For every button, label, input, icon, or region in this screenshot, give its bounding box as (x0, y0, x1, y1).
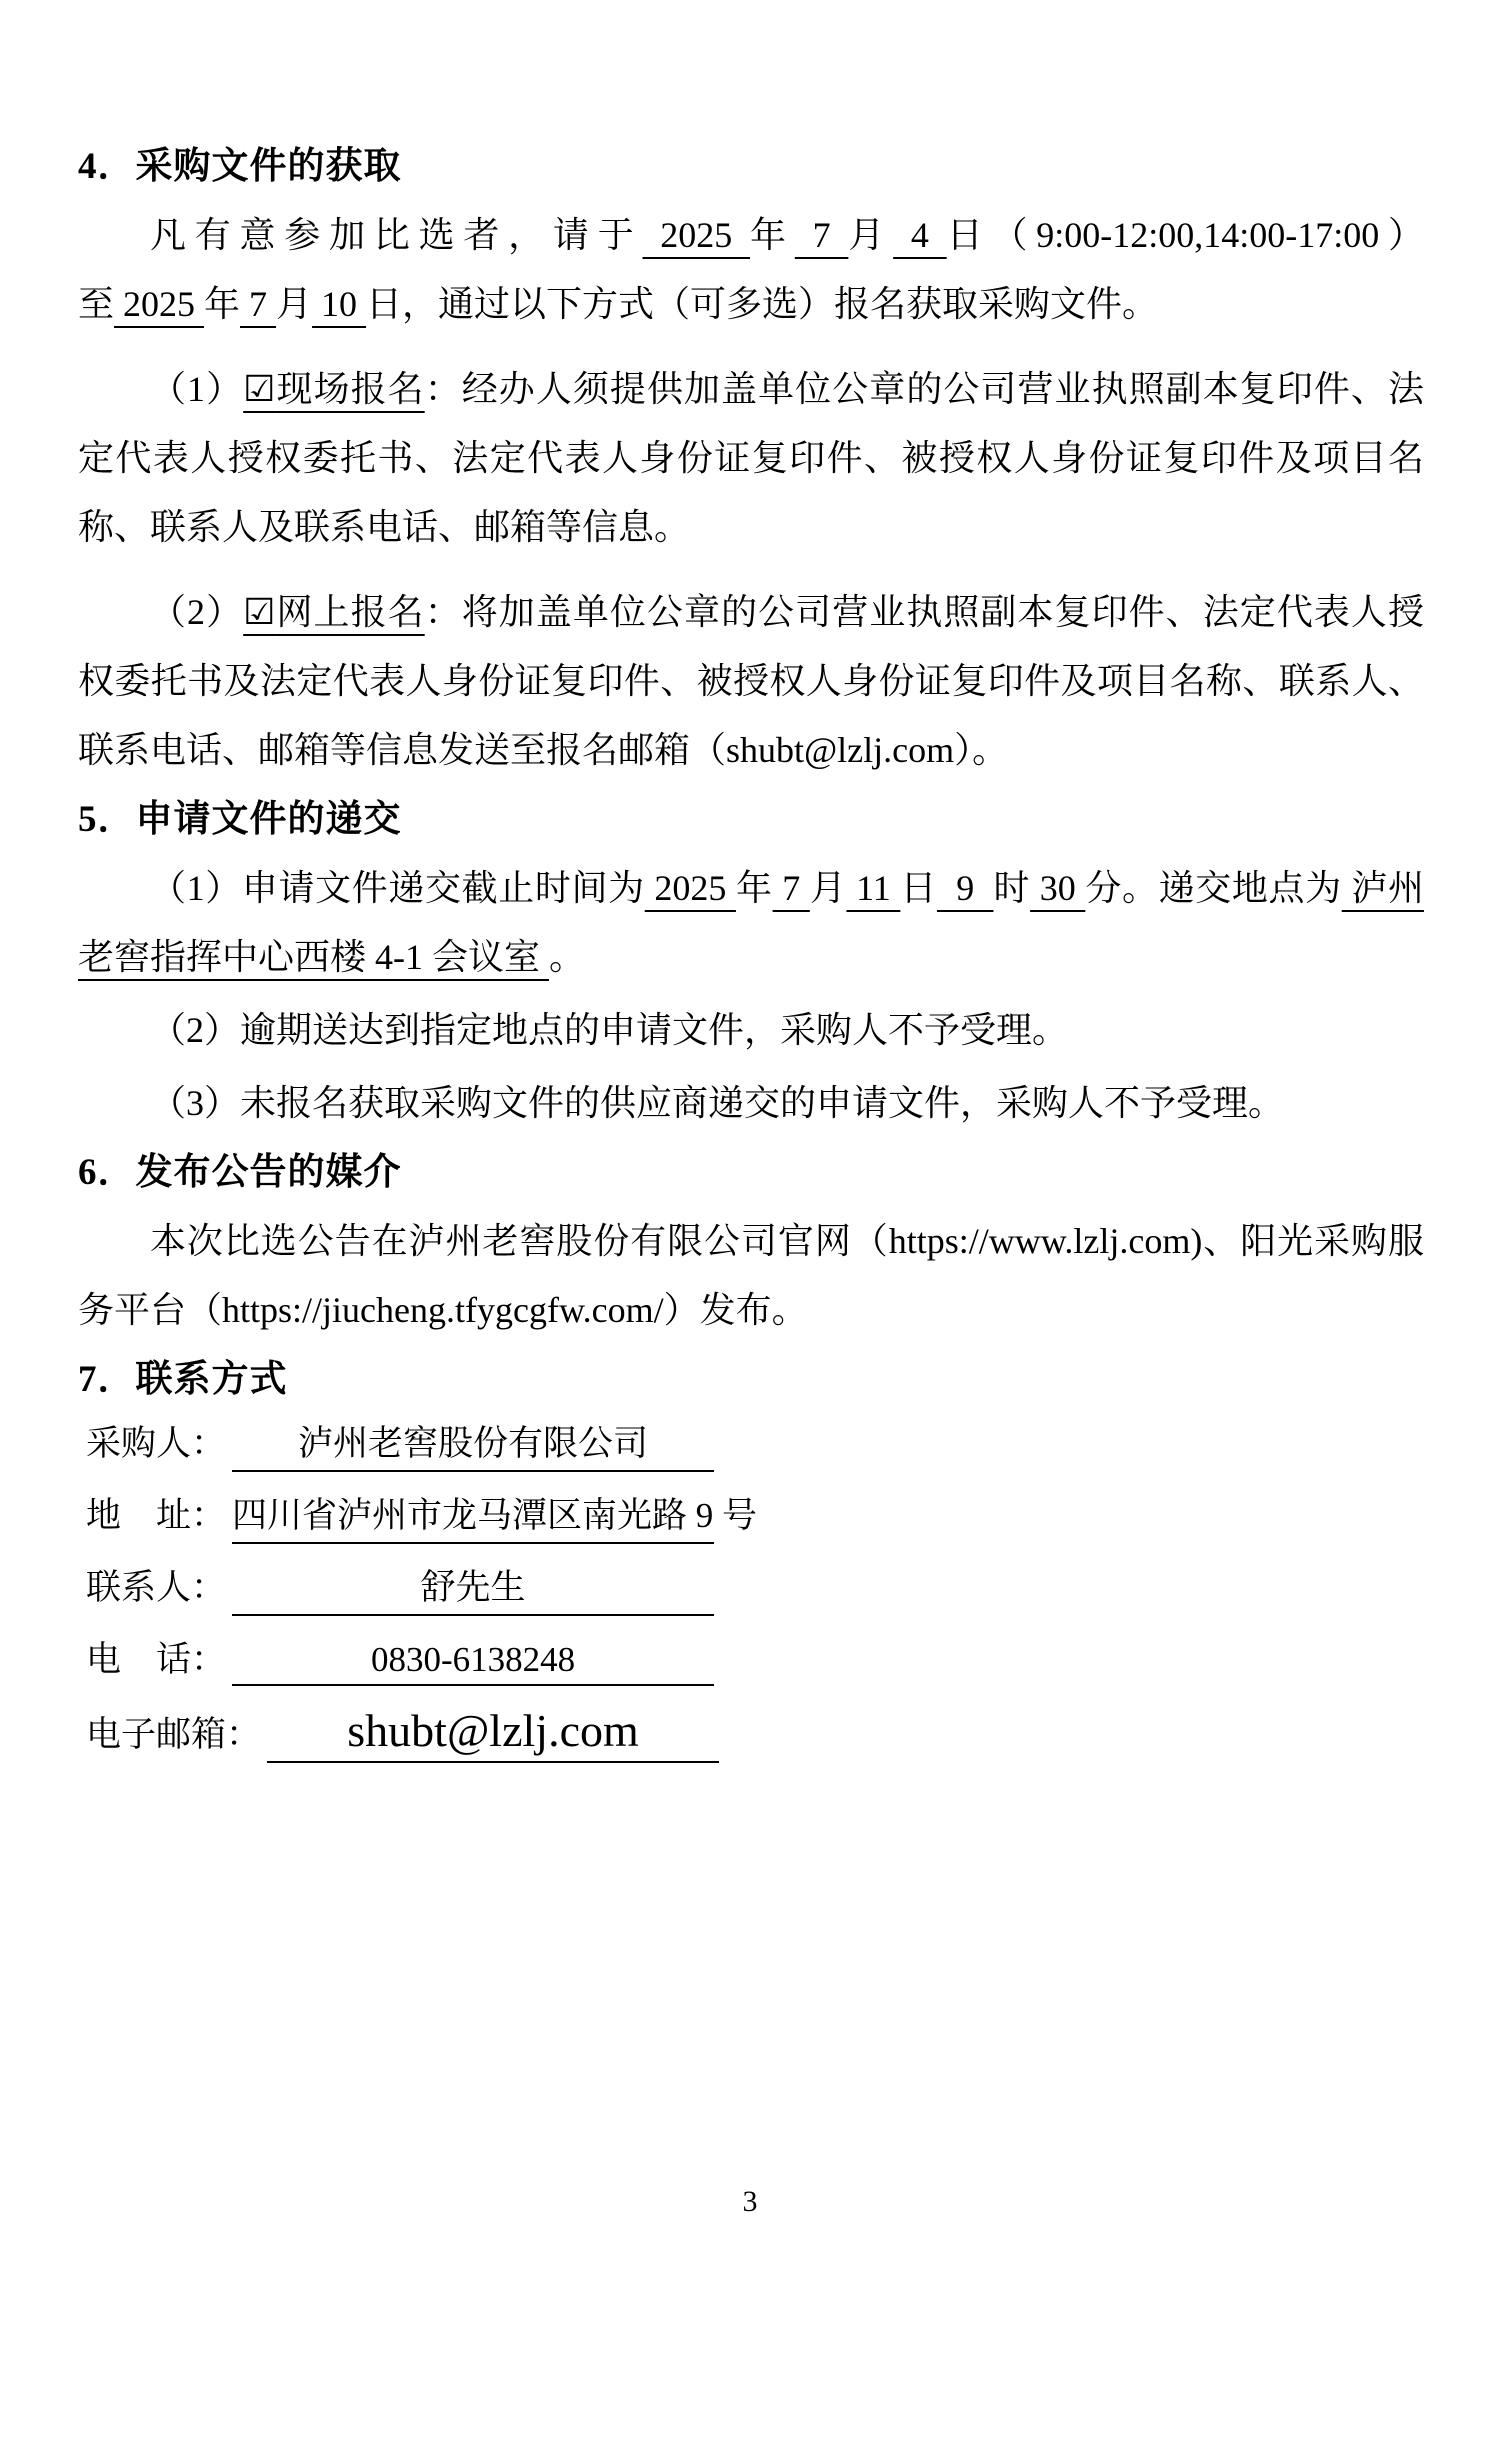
purchaser-label: 采购人： (86, 1424, 227, 1463)
purchaser-value: 泸州老窖股份有限公司 (232, 1416, 714, 1472)
text-run: （1）申请文件递交截止时间为 (150, 868, 645, 908)
text-run: 时 (993, 868, 1031, 908)
blank-deadline-year: 2025 (644, 868, 736, 908)
onsite-registration-option (243, 369, 425, 409)
blank-start-month: 7 (794, 215, 849, 255)
text-run: 月 (276, 284, 313, 324)
para-onsite-registration (78, 355, 1424, 562)
text-run: 年 (735, 868, 773, 908)
para-online-registration (78, 578, 1424, 785)
phone-label: 电 话： (86, 1640, 227, 1679)
onsite-registration-label: 现场报名 (275, 369, 425, 409)
contact-row-phone (78, 1632, 1424, 1704)
text-run: 日，通过以下方式（可多选）报名获取采购文件。 (366, 284, 1159, 324)
blank-start-day: 4 (893, 215, 947, 255)
blank-deadline-day: 11 (846, 868, 901, 908)
contact-person-label: 联系人： (86, 1568, 227, 1607)
text-run: 年 (204, 284, 241, 324)
blank-start-year: 2025 (642, 215, 751, 255)
blank-end-month: 7 (240, 284, 277, 324)
section-4-heading: 4．采购文件的获取 (78, 146, 402, 187)
text-run: 月 (848, 215, 894, 255)
para-late-delivery: （2）逾期送达到指定地点的申请文件，采购人不予受理。 (150, 1010, 1069, 1050)
blank-submission-location: 泸州老窖指挥中心西楼 4-1 会议室 (78, 868, 1424, 977)
text-run: ：经办人须提供加盖单位公章的公司营业执照副本复印件、法定代表人授权委托书、法定代表人身份证复印件、被授权人身份证复印件及项目名称、联系人及联系电话、邮箱等信息。 (78, 369, 1424, 547)
blank-end-day: 10 (312, 284, 367, 324)
text-run: 日（9:00-12:00,14:00-17:00）至 (78, 215, 1424, 324)
online-registration-option (243, 592, 425, 632)
address-value: 四川省泸州市龙马潭区南光路 9 号 (232, 1488, 714, 1544)
blank-end-year: 2025 (114, 284, 205, 324)
contact-row-purchaser (78, 1416, 1424, 1488)
phone-value: 0830-6138248 (232, 1640, 714, 1686)
email-value: shubt@lzlj.com (267, 1704, 719, 1763)
text-run: 凡有意参加比选者，请于 (150, 215, 643, 255)
text-run: 。 (549, 937, 586, 977)
para-announcement-media: 本次比选公告在泸州老窖股份有限公司官网（https://www.lzlj.com)、阳光采购服务平台（https://jiucheng.tfygcgfw.com/）发布。 (78, 1221, 1424, 1330)
blank-deadline-hour: 9 (936, 868, 994, 908)
document-content (78, 0, 1424, 1782)
para-unregistered-supplier: （3）未报名获取采购文件的供应商递交的申请文件，采购人不予受理。 (150, 1083, 1285, 1123)
contact-info-block (78, 1416, 1424, 1782)
para-submission-deadline (78, 854, 1424, 992)
email-label: 电子邮箱： (86, 1715, 262, 1754)
blank-deadline-month: 7 (772, 868, 810, 908)
text-run: ：将加盖单位公章的公司营业执照副本复印件、法定代表人授权委托书及法定代表人身份证复印件、被授权人身份证复印件及项目名称、联系人、联系电话、邮箱等信息发送至报名邮箱（shubt@lzlj.com）。 (78, 592, 1424, 770)
address-label: 地 址： (86, 1496, 227, 1535)
page-number: 3 (742, 2185, 758, 2218)
contact-person-value: 舒先生 (232, 1560, 714, 1616)
online-registration-label: 网上报名 (275, 592, 425, 632)
text-run: 年 (750, 215, 795, 255)
text-run: （1） (150, 369, 244, 409)
text-run: 日 (900, 868, 937, 908)
para-acquisition-intro (78, 201, 1424, 339)
checkbox-checked-icon: ☑ (243, 592, 276, 632)
section-7-heading: 7．联系方式 (78, 1359, 288, 1400)
contact-row-address (78, 1488, 1424, 1560)
section-6-heading: 6．发布公告的媒介 (78, 1152, 402, 1193)
section-5-heading: 5．申请文件的递交 (78, 799, 402, 840)
blank-deadline-minute: 30 (1030, 868, 1086, 908)
text-run: 分。递交地点为 (1085, 868, 1342, 908)
contact-row-contact-person (78, 1560, 1424, 1632)
text-run: （2） (150, 592, 244, 632)
text-run: 月 (809, 868, 847, 908)
contact-row-email (78, 1704, 1424, 1782)
checkbox-checked-icon: ☑ (243, 369, 276, 409)
